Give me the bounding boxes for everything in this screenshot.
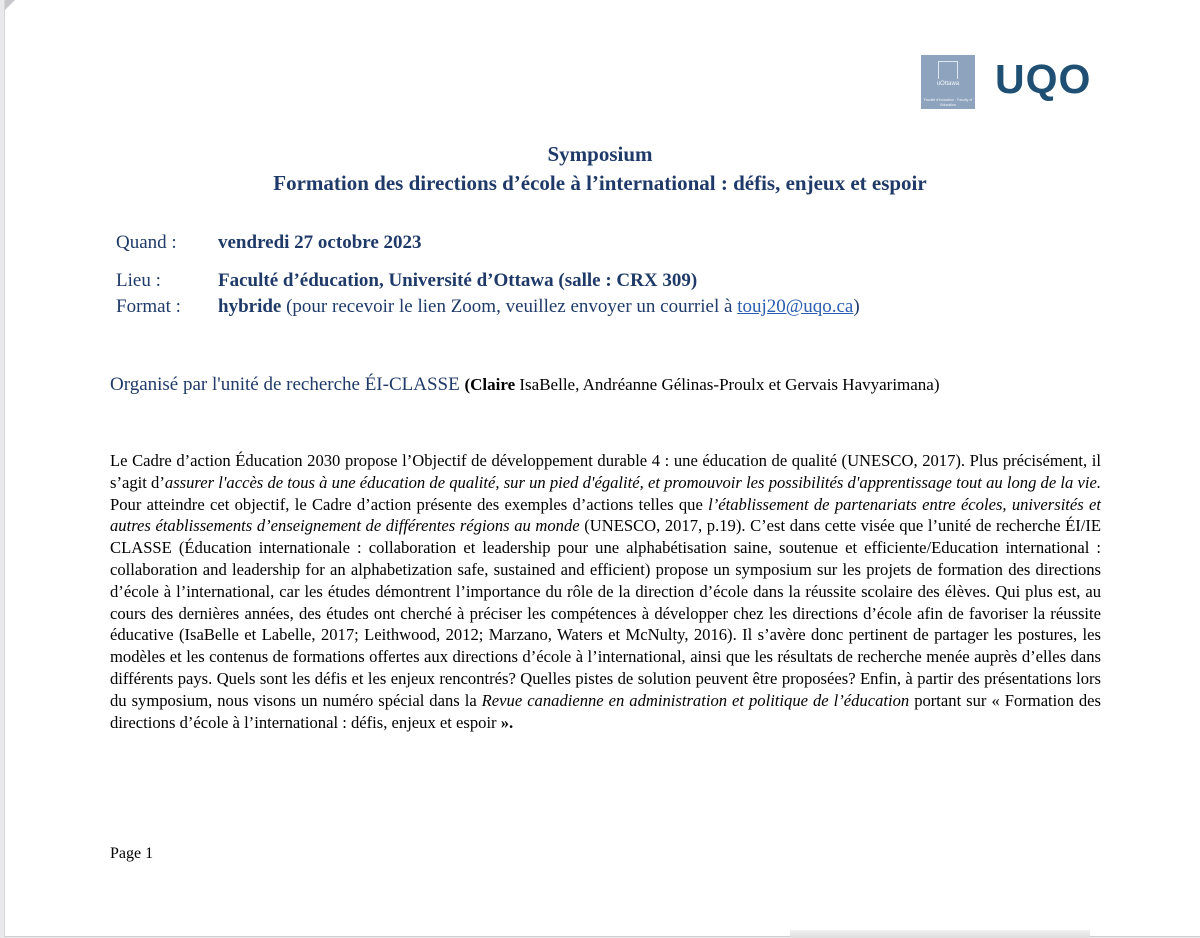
format-label: Format : xyxy=(116,296,181,317)
page-corner xyxy=(5,0,15,10)
organizer-prefix: Organisé par l'unité de recherche ÉI-CLASSE xyxy=(110,374,465,395)
where-value: Faculté d’éducation, Université d’Ottawa (salle : CRX 309) xyxy=(218,270,698,291)
document-title: Symposium xyxy=(547,142,653,166)
organizer-names: IsaBelle, Andréanne Gélinas-Proulx et Gervais Havyarimana) xyxy=(515,375,940,394)
uottawa-logo-subtext: Faculté d'éducation · Faculty of Education xyxy=(923,98,973,107)
uottawa-logo xyxy=(921,55,975,109)
organizer-line xyxy=(110,374,940,396)
body-italic-3: Revue canadienne en administration et politique de l’éducation xyxy=(481,690,910,710)
format-row xyxy=(116,296,860,318)
body-italic-1: assurer l'accès de tous à une éducation de qualité, sur un pied d'égalité, et promouvoir les possibilités d'apprentissage tout au long de la vie. xyxy=(164,472,1101,492)
next-page-edge xyxy=(790,930,1090,938)
body-text-1: Le Cadre d’action Éducation 2030 propose l’Objectif de développement durable 4 : une éducation de qualité (UNESCO, 2017). Plus précisément, il s’agit d’ xyxy=(110,451,1101,492)
page-number: Page 1 xyxy=(110,845,154,862)
body-text-3: (UNESCO, 2017, p.19). C’est dans cette visée que l’unité de recherche ÉI/IE CLASSE (Éducation internationale : collaboration et leadership pour une alphabétisation saine, soutenue et efficiente/Education international : collaboration and leadership for an alphabetization safe, sustained and efficient) propose un symposium sur les projets de formation des directions d’école à l’international, car les études démontrent l’importance du rôle de la direction d’école dans la réussite scolaire des élèves. Qui plus est, au cours des dernières années, des études ont cherché à préciser les compétences à développer chez les directions d’école afin de favoriser la réussite éducative (IsaBelle et Labelle, 2017; Leithwood, 2012; Marzano, Waters et McNulty, 2016). Il s’avère donc pertinent de partager les postures, les modèles et les contenus de formations offertes aux directions d’école à l’international, ainsi que les résultats de recherche menée auprès d’elles dans différents pays. Quels sont les défis et les enjeux rencontrés? Quelles pistes de solution peuvent être proposées? Enfin, à partir des présentations lors du symposium, nous visons un numéro spécial dans la xyxy=(110,516,1101,710)
where-row xyxy=(116,270,697,292)
where-label: Lieu : xyxy=(116,270,161,291)
body-bold-close: ». xyxy=(500,712,514,732)
format-close: ) xyxy=(853,296,860,317)
organizer-paren: ( xyxy=(464,375,471,394)
uqo-logo: UQO xyxy=(995,56,1092,102)
email-link[interactable]: touj20@uqo.ca xyxy=(737,296,854,317)
when-row xyxy=(116,232,422,254)
body-italic-2: l’établissement de partenariats entre écoles, universités et autres établissements d’enseignement de différentes régions au monde xyxy=(110,494,1101,536)
body-text-2: Pour atteindre cet objectif, le Cadre d’action présente des exemples d’actions telles que xyxy=(110,494,709,514)
uottawa-logo-text: uOttawa xyxy=(936,81,960,87)
when-value: vendredi 27 octobre 2023 xyxy=(218,232,422,253)
body-text-4: portant sur « Formation des directions d’école à l’international : défis, enjeux et espoir xyxy=(110,690,1101,732)
document-subtitle: Formation des directions d’école à l’international : défis, enjeux et espoir xyxy=(273,171,927,195)
format-text: (pour recevoir le lien Zoom, veuillez envoyer un courriel à xyxy=(281,296,738,317)
format-value: hybride xyxy=(218,296,282,317)
body-paragraph xyxy=(110,450,1101,733)
uottawa-logo-mark xyxy=(938,61,958,79)
organizer-first-name: Claire xyxy=(470,375,516,394)
when-label: Quand : xyxy=(116,232,177,253)
